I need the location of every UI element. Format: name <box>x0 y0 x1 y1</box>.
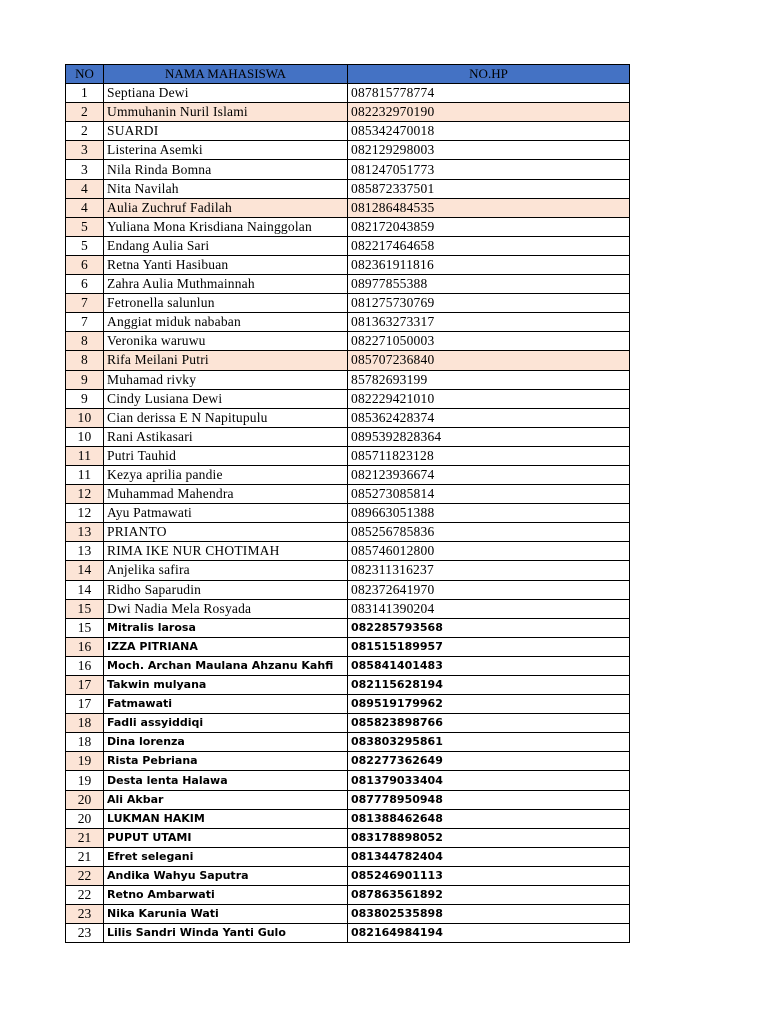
phone-number-cell: 082123936674 <box>348 465 630 484</box>
table-row <box>66 695 630 714</box>
student-name-cell: Muhammad Mahendra <box>104 485 348 504</box>
student-name-cell: Rani Astikasari <box>104 427 348 446</box>
row-number-cell: 17 <box>66 676 104 695</box>
row-number-cell: 15 <box>66 599 104 618</box>
header-phone: NO.HP <box>348 65 630 84</box>
phone-number-cell: 082229421010 <box>348 389 630 408</box>
phone-number-cell: 085707236840 <box>348 351 630 370</box>
table-row <box>66 255 630 274</box>
phone-number-cell: 083178898052 <box>348 828 630 847</box>
table-row <box>66 676 630 695</box>
phone-number-cell: 089663051388 <box>348 504 630 523</box>
phone-number-cell: 082217464658 <box>348 236 630 255</box>
row-number-cell: 16 <box>66 656 104 675</box>
phone-number-cell: 082311316237 <box>348 561 630 580</box>
student-name-cell: Yuliana Mona Krisdiana Nainggolan <box>104 217 348 236</box>
header-row <box>66 65 630 84</box>
row-number-cell: 23 <box>66 924 104 943</box>
student-name-cell: Ridho Saparudin <box>104 580 348 599</box>
student-name-cell: Endang Aulia Sari <box>104 236 348 255</box>
table-row <box>66 580 630 599</box>
table-row <box>66 561 630 580</box>
student-name-cell: Andika Wahyu Saputra <box>104 866 348 885</box>
student-name-cell: Kezya aprilia pandie <box>104 465 348 484</box>
phone-number-cell: 08977855388 <box>348 275 630 294</box>
phone-number-cell: 082277362649 <box>348 752 630 771</box>
table-row <box>66 103 630 122</box>
row-number-cell: 3 <box>66 160 104 179</box>
row-number-cell: 20 <box>66 809 104 828</box>
table-row <box>66 236 630 255</box>
row-number-cell: 6 <box>66 255 104 274</box>
row-number-cell: 14 <box>66 561 104 580</box>
row-number-cell: 17 <box>66 695 104 714</box>
table-row <box>66 656 630 675</box>
row-number-cell: 4 <box>66 179 104 198</box>
row-number-cell: 15 <box>66 618 104 637</box>
student-name-cell: Lilis Sandri Winda Yanti Gulo <box>104 924 348 943</box>
row-number-cell: 21 <box>66 828 104 847</box>
table-row <box>66 275 630 294</box>
table-row <box>66 618 630 637</box>
row-number-cell: 10 <box>66 408 104 427</box>
table-row <box>66 217 630 236</box>
row-number-cell: 4 <box>66 198 104 217</box>
row-number-cell: 14 <box>66 580 104 599</box>
phone-number-cell: 081286484535 <box>348 198 630 217</box>
phone-number-cell: 081247051773 <box>348 160 630 179</box>
student-name-cell: Mitralis larosa <box>104 618 348 637</box>
table-row <box>66 504 630 523</box>
phone-number-cell: 083803295861 <box>348 733 630 752</box>
row-number-cell: 6 <box>66 275 104 294</box>
row-number-cell: 11 <box>66 465 104 484</box>
student-name-cell: Cian derissa E N Napitupulu <box>104 408 348 427</box>
phone-number-cell: 085342470018 <box>348 122 630 141</box>
row-number-cell: 1 <box>66 84 104 103</box>
table-row <box>66 886 630 905</box>
phone-number-cell: 085246901113 <box>348 866 630 885</box>
phone-number-cell: 087778950948 <box>348 790 630 809</box>
phone-number-cell: 082285793568 <box>348 618 630 637</box>
row-number-cell: 12 <box>66 485 104 504</box>
row-number-cell: 2 <box>66 103 104 122</box>
phone-number-cell: 081515189957 <box>348 637 630 656</box>
student-name-cell: Fetronella salunlun <box>104 294 348 313</box>
phone-number-cell: 082164984194 <box>348 924 630 943</box>
student-name-cell: Veronika waruwu <box>104 332 348 351</box>
phone-number-cell: 081379033404 <box>348 771 630 790</box>
phone-number-cell: 083141390204 <box>348 599 630 618</box>
phone-number-cell: 087815778774 <box>348 84 630 103</box>
table-row <box>66 427 630 446</box>
student-name-cell: LUKMAN HAKIM <box>104 809 348 828</box>
table-row <box>66 351 630 370</box>
student-name-cell: Putri Tauhid <box>104 446 348 465</box>
row-number-cell: 13 <box>66 523 104 542</box>
phone-number-cell: 085841401483 <box>348 656 630 675</box>
phone-number-cell: 082361911816 <box>348 255 630 274</box>
phone-number-cell: 083802535898 <box>348 905 630 924</box>
table-row <box>66 313 630 332</box>
phone-number-cell: 085256785836 <box>348 523 630 542</box>
student-name-cell: Fatmawati <box>104 695 348 714</box>
student-name-cell: Efret selegani <box>104 847 348 866</box>
student-name-cell: Anjelika safira <box>104 561 348 580</box>
row-number-cell: 11 <box>66 446 104 465</box>
phone-number-cell: 082271050003 <box>348 332 630 351</box>
student-name-cell: Retna Yanti Hasibuan <box>104 255 348 274</box>
table-row <box>66 752 630 771</box>
row-number-cell: 5 <box>66 236 104 255</box>
student-name-cell: Nika Karunia Wati <box>104 905 348 924</box>
phone-number-cell: 082232970190 <box>348 103 630 122</box>
phone-number-cell: 081363273317 <box>348 313 630 332</box>
phone-number-cell: 0895392828364 <box>348 427 630 446</box>
student-name-cell: Moch. Archan Maulana Ahzanu Kahfi <box>104 656 348 675</box>
table-row <box>66 332 630 351</box>
table-row <box>66 122 630 141</box>
row-number-cell: 22 <box>66 866 104 885</box>
phone-number-cell: 085872337501 <box>348 179 630 198</box>
table-row <box>66 370 630 389</box>
table-row <box>66 198 630 217</box>
phone-number-cell: 085823898766 <box>348 714 630 733</box>
phone-number-cell: 082172043859 <box>348 217 630 236</box>
row-number-cell: 7 <box>66 294 104 313</box>
student-name-cell: Anggiat miduk nababan <box>104 313 348 332</box>
table-row <box>66 905 630 924</box>
table-row <box>66 84 630 103</box>
row-number-cell: 8 <box>66 332 104 351</box>
row-number-cell: 7 <box>66 313 104 332</box>
table-row <box>66 847 630 866</box>
phone-number-cell: 085362428374 <box>348 408 630 427</box>
table-row <box>66 599 630 618</box>
row-number-cell: 19 <box>66 752 104 771</box>
student-name-cell: Ayu Patmawati <box>104 504 348 523</box>
table-row <box>66 485 630 504</box>
student-name-cell: Cindy Lusiana Dewi <box>104 389 348 408</box>
row-number-cell: 13 <box>66 542 104 561</box>
student-name-cell: SUARDI <box>104 122 348 141</box>
table-row <box>66 523 630 542</box>
table-row <box>66 160 630 179</box>
table-row <box>66 542 630 561</box>
phone-number-cell: 082129298003 <box>348 141 630 160</box>
table-row <box>66 714 630 733</box>
row-number-cell: 22 <box>66 886 104 905</box>
student-name-cell: Zahra Aulia Muthmainnah <box>104 275 348 294</box>
phone-number-cell: 082115628194 <box>348 676 630 695</box>
phone-number-cell: 085711823128 <box>348 446 630 465</box>
table-row <box>66 771 630 790</box>
table-row <box>66 790 630 809</box>
student-name-cell: Nita Navilah <box>104 179 348 198</box>
row-number-cell: 16 <box>66 637 104 656</box>
table-row <box>66 637 630 656</box>
student-name-cell: Muhamad rivky <box>104 370 348 389</box>
student-name-cell: Rifa Meilani Putri <box>104 351 348 370</box>
phone-number-cell: 081388462648 <box>348 809 630 828</box>
student-name-cell: PRIANTO <box>104 523 348 542</box>
row-number-cell: 5 <box>66 217 104 236</box>
table-row <box>66 809 630 828</box>
row-number-cell: 9 <box>66 370 104 389</box>
student-name-cell: Retno Ambarwati <box>104 886 348 905</box>
student-name-cell: RIMA IKE NUR CHOTIMAH <box>104 542 348 561</box>
student-name-cell: Dwi Nadia Mela Rosyada <box>104 599 348 618</box>
row-number-cell: 10 <box>66 427 104 446</box>
student-name-cell: PUPUT UTAMI <box>104 828 348 847</box>
table-row <box>66 924 630 943</box>
table-row <box>66 408 630 427</box>
phone-number-cell: 081344782404 <box>348 847 630 866</box>
student-name-cell: Aulia Zuchruf Fadilah <box>104 198 348 217</box>
phone-number-cell: 85782693199 <box>348 370 630 389</box>
phone-number-cell: 087863561892 <box>348 886 630 905</box>
student-name-cell: Fadli assyiddiqi <box>104 714 348 733</box>
table-row <box>66 179 630 198</box>
row-number-cell: 21 <box>66 847 104 866</box>
student-phone-table <box>65 64 630 943</box>
phone-number-cell: 081275730769 <box>348 294 630 313</box>
table-row <box>66 446 630 465</box>
row-number-cell: 19 <box>66 771 104 790</box>
student-name-cell: Ali Akbar <box>104 790 348 809</box>
student-name-cell: Septiana Dewi <box>104 84 348 103</box>
table-row <box>66 294 630 313</box>
row-number-cell: 2 <box>66 122 104 141</box>
phone-number-cell: 089519179962 <box>348 695 630 714</box>
table-row <box>66 141 630 160</box>
row-number-cell: 23 <box>66 905 104 924</box>
table-row <box>66 465 630 484</box>
header-name: NAMA MAHASISWA <box>104 65 348 84</box>
table-row <box>66 866 630 885</box>
student-name-cell: Nila Rinda Bomna <box>104 160 348 179</box>
row-number-cell: 12 <box>66 504 104 523</box>
phone-number-cell: 085273085814 <box>348 485 630 504</box>
student-name-cell: IZZA PITRIANA <box>104 637 348 656</box>
row-number-cell: 3 <box>66 141 104 160</box>
header-no: NO <box>66 65 104 84</box>
phone-number-cell: 082372641970 <box>348 580 630 599</box>
student-name-cell: Desta lenta Halawa <box>104 771 348 790</box>
phone-number-cell: 085746012800 <box>348 542 630 561</box>
student-name-cell: Takwin mulyana <box>104 676 348 695</box>
student-name-cell: Ummuhanin Nuril Islami <box>104 103 348 122</box>
row-number-cell: 20 <box>66 790 104 809</box>
student-name-cell: Listerina Asemki <box>104 141 348 160</box>
table-row <box>66 389 630 408</box>
table-row <box>66 733 630 752</box>
row-number-cell: 18 <box>66 714 104 733</box>
student-name-cell: Rista Pebriana <box>104 752 348 771</box>
table-row <box>66 828 630 847</box>
student-name-cell: Dina lorenza <box>104 733 348 752</box>
table-body <box>66 84 630 943</box>
row-number-cell: 18 <box>66 733 104 752</box>
row-number-cell: 8 <box>66 351 104 370</box>
row-number-cell: 9 <box>66 389 104 408</box>
